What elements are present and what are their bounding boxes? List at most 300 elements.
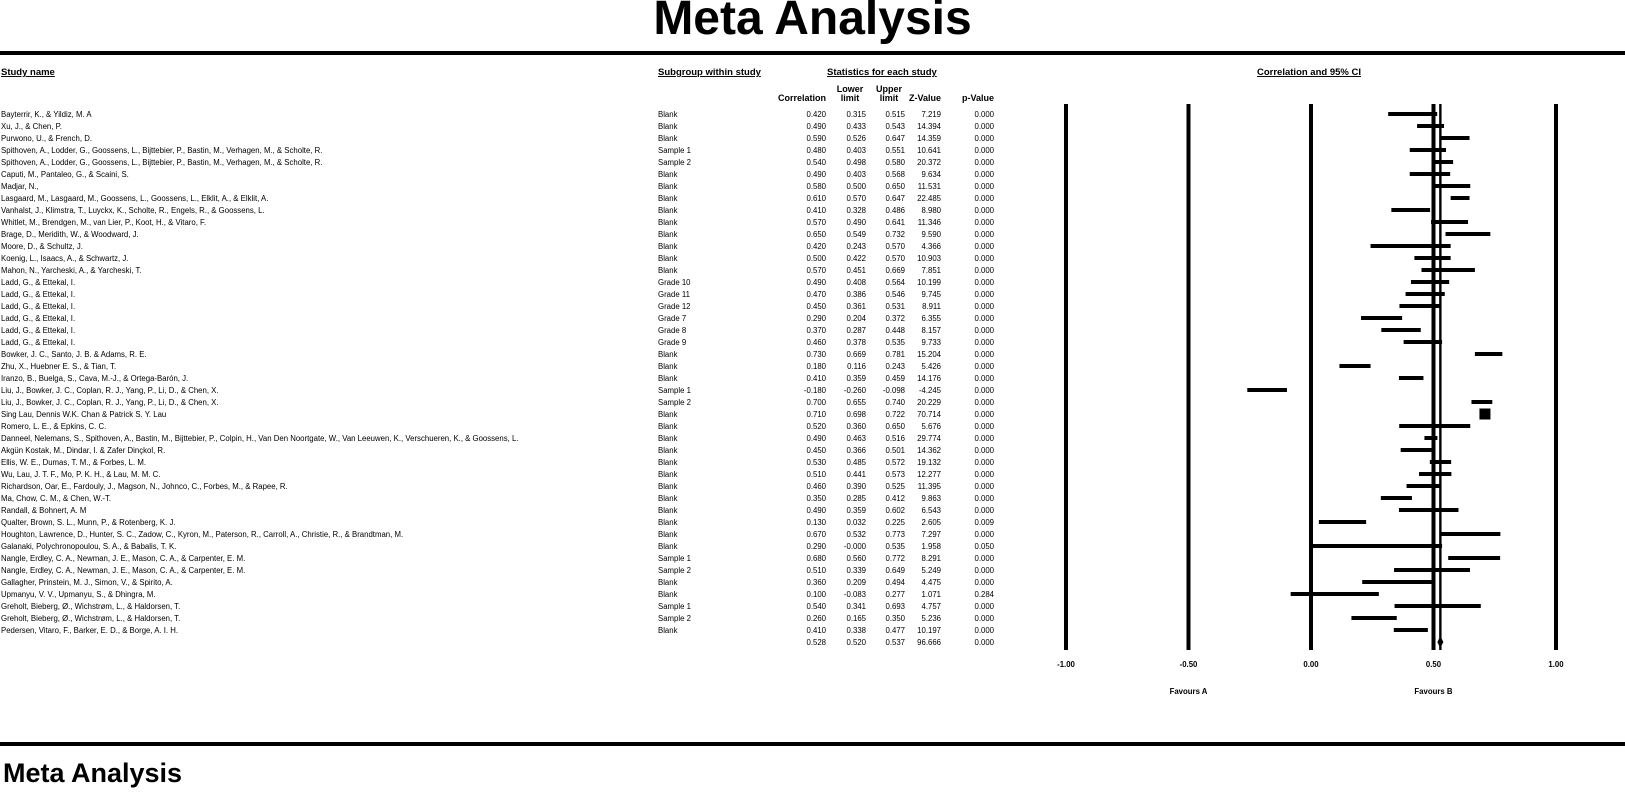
study-lower-limit: 0.328: [846, 205, 866, 215]
study-upper-limit: 0.494: [885, 577, 905, 587]
study-p-value: 0.000: [974, 601, 994, 611]
study-subgroup: Blank: [658, 133, 678, 143]
study-upper-limit: 0.243: [885, 361, 905, 371]
study-lower-limit: 0.360: [846, 421, 866, 431]
study-subgroup: Blank: [658, 421, 678, 431]
study-name: Purwono, U., & French, D.: [1, 133, 92, 143]
study-z-value: 9.863: [921, 493, 941, 503]
study-correlation: 0.420: [806, 109, 826, 119]
study-correlation: 0.410: [806, 373, 826, 383]
study-upper-limit: 0.551: [885, 145, 905, 155]
point-estimate: [1422, 340, 1426, 344]
study-p-value: 0.284: [974, 589, 994, 599]
study-subgroup: Blank: [658, 109, 678, 119]
study-correlation: 0.580: [806, 181, 826, 191]
study-lower-limit: 0.698: [846, 409, 866, 419]
study-name: Nangle, Erdley, C. A., Newman, J. E., Mason, C. A., & Carpenter, E. M.: [1, 565, 246, 575]
point-estimate: [1419, 304, 1423, 308]
study-p-value: 0.000: [974, 409, 994, 419]
study-p-value: 0.000: [974, 193, 994, 203]
study-name: Wu, Lau, J. T. F., Mo, P. K. H., & Lau, M. M. C.: [1, 469, 161, 479]
x-tick-label: -1.00: [1057, 660, 1075, 669]
study-p-value: 0.000: [974, 433, 994, 443]
point-estimate: [1449, 220, 1453, 224]
study-z-value: 14.362: [917, 445, 941, 455]
study-correlation: 0.410: [806, 625, 826, 635]
study-p-value: 0.000: [974, 325, 994, 335]
x-tick-label: 0.50: [1425, 660, 1442, 669]
study-z-value: 9.733: [921, 337, 941, 347]
study-name: Ladd, G., & Ettekal, I.: [1, 301, 76, 311]
study-z-value: 10.197: [917, 625, 941, 635]
point-estimate: [1427, 148, 1431, 152]
study-name: Qualter, Brown, S. L., Munn, P., & Rotenberg, K. J.: [1, 517, 176, 527]
study-p-value: 0.000: [974, 493, 994, 503]
study-correlation: 0.460: [806, 481, 826, 491]
page-title: Meta Analysis: [653, 0, 972, 45]
study-upper-limit: 0.580: [885, 157, 905, 167]
study-correlation: 0.490: [806, 121, 826, 131]
study-lower-limit: 0.560: [846, 553, 866, 563]
header-lower-2: limit: [840, 93, 860, 103]
study-name: Bowker, J. C., Santo, J. B. & Adams, R. E.: [1, 349, 147, 359]
point-estimate: [1373, 616, 1377, 620]
study-correlation: 0.490: [806, 169, 826, 179]
study-upper-limit: 0.722: [885, 409, 905, 419]
study-upper-limit: 0.543: [885, 121, 905, 131]
point-estimate: [1458, 196, 1462, 200]
study-z-value: 4.475: [921, 577, 941, 587]
study-upper-limit: 0.531: [885, 301, 905, 311]
study-subgroup: Blank: [658, 217, 678, 227]
study-upper-limit: 0.515: [885, 109, 905, 119]
study-subgroup: Blank: [658, 493, 678, 503]
study-name: Madjar, N.,: [1, 181, 39, 191]
study-correlation: 0.500: [806, 253, 826, 263]
point-estimate: [1479, 409, 1490, 420]
study-correlation: 0.470: [806, 289, 826, 299]
study-p-value: 0.000: [974, 481, 994, 491]
study-upper-limit: 0.225: [885, 517, 905, 527]
point-estimate: [1422, 484, 1426, 488]
study-name: Vanhalst, J., Klimstra, T., Luyckx, K., Scholte, R., Engels, R., & Goossens, L.: [1, 205, 265, 215]
study-upper-limit: 0.647: [885, 133, 905, 143]
study-p-value: 0.000: [974, 181, 994, 191]
study-p-value: 0.000: [974, 577, 994, 587]
study-upper-limit: 0.277: [885, 589, 905, 599]
study-lower-limit: 0.032: [846, 517, 866, 527]
study-name: Houghton, Lawrence, D., Hunter, S. C., Zadow, C., Kyron, M., Paterson, R., Carroll, A., Christie, R., & Brandtman, M.: [1, 529, 404, 539]
study-correlation: 0.130: [806, 517, 826, 527]
study-name: Romero, L. E., & Epkins, C. C.: [1, 421, 107, 431]
point-estimate: [1473, 532, 1477, 536]
study-z-value: 4.366: [921, 241, 941, 251]
study-lower-limit: 0.669: [846, 349, 866, 359]
study-subgroup: Blank: [658, 469, 678, 479]
study-correlation: 0.370: [806, 325, 826, 335]
study-p-value: 0.000: [974, 385, 994, 395]
study-correlation: 0.450: [806, 445, 826, 455]
study-correlation: 0.510: [806, 565, 826, 575]
point-estimate: [1419, 448, 1423, 452]
study-upper-limit: 0.516: [885, 433, 905, 443]
study-upper-limit: 0.486: [885, 205, 905, 215]
study-upper-limit: 0.732: [885, 229, 905, 239]
study-correlation: 0.540: [806, 601, 826, 611]
study-name: Ellis, W. E., Dumas, T. M., & Forbes, L. M.: [1, 457, 146, 467]
study-upper-limit: 0.535: [885, 337, 905, 347]
favours-left-label: Favours A: [1169, 687, 1208, 696]
study-name: Iranzo, B., Buelga, S., Cava, M.-J., & Ortega-Barón, J.: [1, 373, 189, 383]
summary-p-value: 0.000: [974, 637, 994, 647]
study-lower-limit: 0.549: [846, 229, 866, 239]
study-subgroup: Blank: [658, 265, 678, 275]
study-name: Greholt, Bieberg, Ø., Wichstrøm, L., & Haldorsen, T.: [1, 613, 181, 623]
study-subgroup: Blank: [658, 193, 678, 203]
study-p-value: 0.000: [974, 253, 994, 263]
study-upper-limit: -0.098: [882, 385, 905, 395]
point-estimate: [1476, 556, 1480, 560]
study-p-value: 0.050: [974, 541, 994, 551]
study-lower-limit: 0.433: [846, 121, 866, 131]
study-name: Akgün Kostak, M., Dindar, I. & Zafer Dinçkol, R.: [1, 445, 166, 455]
study-subgroup: Grade 8: [658, 325, 687, 335]
study-name: Sing Lau, Dennis W.K. Chan & Patrick S. Y. Lau: [1, 409, 167, 419]
study-p-value: 0.000: [974, 625, 994, 635]
study-p-value: 0.000: [974, 241, 994, 251]
study-subgroup: Blank: [658, 205, 678, 215]
study-p-value: 0.000: [974, 289, 994, 299]
study-upper-limit: 0.573: [885, 469, 905, 479]
study-correlation: -0.180: [803, 385, 826, 395]
study-name: Pedersen, Vitaro, F., Barker, E. D., & Borge, A. I. H.: [1, 625, 179, 635]
study-upper-limit: 0.525: [885, 481, 905, 491]
point-estimate: [1441, 160, 1445, 164]
study-z-value: 11.531: [917, 181, 941, 191]
study-lower-limit: 0.243: [846, 241, 866, 251]
study-correlation: 0.520: [806, 421, 826, 431]
study-name: Gallagher, Prinstein, M. J., Simon, V., & Spirito, A.: [1, 577, 173, 587]
study-lower-limit: 0.339: [846, 565, 866, 575]
header-lower-1: Lower: [836, 84, 864, 94]
study-lower-limit: 0.403: [846, 169, 866, 179]
study-upper-limit: 0.649: [885, 565, 905, 575]
study-p-value: 0.000: [974, 457, 994, 467]
study-upper-limit: 0.477: [885, 625, 905, 635]
study-z-value: 5.249: [921, 565, 941, 575]
study-lower-limit: -0.083: [843, 589, 866, 599]
study-subgroup: Sample 1: [658, 553, 691, 563]
point-estimate: [1397, 580, 1401, 584]
study-correlation: 0.730: [806, 349, 826, 359]
study-lower-limit: 0.451: [846, 265, 866, 275]
study-upper-limit: 0.448: [885, 325, 905, 335]
study-p-value: 0.000: [974, 349, 994, 359]
study-p-value: 0.000: [974, 169, 994, 179]
study-p-value: 0.000: [974, 133, 994, 143]
study-p-value: 0.000: [974, 469, 994, 479]
point-estimate: [1265, 388, 1269, 392]
study-correlation: 0.350: [806, 493, 826, 503]
study-lower-limit: 0.655: [846, 397, 866, 407]
study-name: Randall, & Bohnert, A. M: [1, 505, 87, 515]
study-z-value: 9.590: [921, 229, 941, 239]
study-z-value: 22.485: [917, 193, 941, 203]
study-lower-limit: 0.287: [846, 325, 866, 335]
study-subgroup: Sample 2: [658, 157, 691, 167]
summary-z-value: 96.666: [917, 637, 941, 647]
study-upper-limit: 0.693: [885, 601, 905, 611]
study-name: Ladd, G., & Ettekal, I.: [1, 313, 76, 323]
study-subgroup: Blank: [658, 445, 678, 455]
study-subgroup: Blank: [658, 589, 678, 599]
study-upper-limit: 0.572: [885, 457, 905, 467]
study-z-value: 7.851: [921, 265, 941, 275]
study-correlation: 0.480: [806, 145, 826, 155]
point-estimate: [1441, 604, 1445, 608]
point-estimate: [1334, 592, 1338, 596]
study-subgroup: Blank: [658, 241, 678, 251]
study-name: Caputi, M., Pantaleo, G., & Scaini, S.: [1, 169, 129, 179]
study-name: Spithoven, A., Lodder, G., Goossens, L., Bijttebier, P., Bastin, M., Verhagen, M., & Scholte, R.: [1, 157, 323, 167]
study-z-value: 15.204: [917, 349, 941, 359]
study-z-value: 11.395: [917, 481, 941, 491]
bottom-divider: [0, 742, 1625, 746]
study-correlation: 0.410: [806, 205, 826, 215]
study-p-value: 0.000: [974, 217, 994, 227]
header-upper-1: Upper: [875, 84, 903, 94]
study-p-value: 0.000: [974, 613, 994, 623]
study-p-value: 0.000: [974, 445, 994, 455]
study-lower-limit: 0.359: [846, 373, 866, 383]
study-subgroup: Grade 11: [658, 289, 690, 299]
favours-right-label: Favours B: [1414, 687, 1453, 696]
study-lower-limit: 0.403: [846, 145, 866, 155]
study-correlation: 0.570: [806, 217, 826, 227]
study-z-value: 6.543: [921, 505, 941, 515]
study-subgroup: Blank: [658, 361, 678, 371]
study-p-value: 0.000: [974, 505, 994, 515]
study-upper-limit: 0.570: [885, 253, 905, 263]
study-subgroup: Sample 2: [658, 565, 691, 575]
study-lower-limit: 0.341: [846, 601, 866, 611]
study-lower-limit: 0.463: [846, 433, 866, 443]
study-subgroup: Blank: [658, 481, 678, 491]
study-z-value: 10.641: [917, 145, 941, 155]
study-upper-limit: 0.773: [885, 529, 905, 539]
study-upper-limit: 0.546: [885, 289, 905, 299]
study-z-value: 2.605: [921, 517, 941, 527]
study-name: Zhu, X., Huebner E. S., & Tian, T.: [1, 361, 117, 371]
study-correlation: 0.260: [806, 613, 826, 623]
study-lower-limit: 0.490: [846, 217, 866, 227]
study-lower-limit: 0.485: [846, 457, 866, 467]
study-correlation: 0.290: [806, 541, 826, 551]
study-correlation: 0.650: [806, 229, 826, 239]
study-upper-limit: 0.570: [885, 241, 905, 251]
study-subgroup: Blank: [658, 457, 678, 467]
study-upper-limit: 0.650: [885, 181, 905, 191]
header-z-value: Z-Value: [908, 93, 941, 103]
point-estimate: [1395, 496, 1399, 500]
study-p-value: 0.000: [974, 313, 994, 323]
study-upper-limit: 0.740: [885, 397, 905, 407]
header-p-value: p-Value: [961, 93, 994, 103]
study-p-value: 0.000: [974, 145, 994, 155]
study-correlation: 0.540: [806, 157, 826, 167]
point-estimate: [1341, 520, 1345, 524]
study-name: Danneel, Nelemans, S., Spithoven, A., Bastin, M., Bijttebier, P., Colpin, H., Van Den Noortgate, W., Van Leeuwen, K., Verschueren, K., & Goossens, L.: [1, 433, 519, 443]
study-z-value: 5.236: [921, 613, 941, 623]
study-subgroup: Blank: [658, 229, 678, 239]
study-name: Koenig, L., Isaacs, A., & Schwartz, J.: [1, 253, 129, 263]
point-estimate: [1481, 400, 1485, 404]
study-correlation: 0.180: [806, 361, 826, 371]
summary-upper-limit: 0.537: [885, 637, 905, 647]
study-name: Bayterrir, K., & Yildiz, M. A: [1, 109, 92, 119]
study-subgroup: Sample 1: [658, 385, 691, 395]
study-lower-limit: 0.441: [846, 469, 866, 479]
point-estimate: [1409, 376, 1413, 380]
study-upper-limit: 0.535: [885, 541, 905, 551]
study-name: Ladd, G., & Ettekal, I.: [1, 277, 76, 287]
study-subgroup: Blank: [658, 181, 678, 191]
study-z-value: 14.176: [917, 373, 941, 383]
point-estimate: [1412, 112, 1416, 116]
study-correlation: 0.490: [806, 505, 826, 515]
study-z-value: 10.199: [917, 277, 941, 287]
study-subgroup: Blank: [658, 169, 678, 179]
study-z-value: 19.132: [917, 457, 941, 467]
study-z-value: 14.394: [917, 121, 941, 131]
study-name: Spithoven, A., Lodder, G., Goossens, L., Bijttebier, P., Bastin, M., Verhagen, M., & Scholte, R.: [1, 145, 323, 155]
study-upper-limit: 0.647: [885, 193, 905, 203]
study-z-value: 1.958: [921, 541, 941, 551]
study-z-value: 8.980: [921, 205, 941, 215]
study-lower-limit: 0.315: [846, 109, 866, 119]
study-correlation: 0.510: [806, 469, 826, 479]
study-name: Ladd, G., & Ettekal, I.: [1, 337, 76, 347]
study-subgroup: Blank: [658, 517, 678, 527]
point-estimate: [1468, 232, 1472, 236]
study-name: Lasgaard, M., Lasgaard, M., Goossens, L., Goossens, L., Elklit, A., & Elklit, A.: [1, 193, 269, 203]
study-lower-limit: 0.204: [846, 313, 866, 323]
point-estimate: [1380, 544, 1384, 548]
header-study-name: Study name: [1, 67, 55, 78]
study-p-value: 0.000: [974, 205, 994, 215]
study-z-value: 11.346: [917, 217, 941, 227]
study-name: Upmanyu, V. V., Upmanyu, S., & Dhingra, M.: [1, 589, 156, 599]
study-lower-limit: 0.285: [846, 493, 866, 503]
study-correlation: 0.450: [806, 301, 826, 311]
study-subgroup: Blank: [658, 253, 678, 263]
footer-title: Meta Analysis: [3, 758, 183, 788]
x-tick-label: -0.50: [1179, 660, 1198, 669]
study-p-value: 0.000: [974, 337, 994, 347]
study-z-value: 29.774: [917, 433, 941, 443]
study-subgroup: Sample 2: [658, 613, 691, 623]
study-correlation: 0.100: [806, 589, 826, 599]
study-upper-limit: 0.350: [885, 613, 905, 623]
study-upper-limit: 0.568: [885, 169, 905, 179]
study-correlation: 0.590: [806, 133, 826, 143]
study-z-value: 6.355: [921, 313, 941, 323]
study-p-value: 0.000: [974, 277, 994, 287]
study-correlation: 0.490: [806, 433, 826, 443]
study-name: Ladd, G., & Ettekal, I.: [1, 289, 76, 299]
study-z-value: 9.745: [921, 289, 941, 299]
study-upper-limit: 0.564: [885, 277, 905, 287]
point-estimate: [1488, 352, 1492, 356]
study-correlation: 0.670: [806, 529, 826, 539]
study-z-value: 14.359: [917, 133, 941, 143]
study-z-value: 9.634: [921, 169, 941, 179]
header-upper-2: limit: [879, 93, 899, 103]
study-z-value: 7.219: [921, 109, 941, 119]
study-lower-limit: 0.359: [846, 505, 866, 515]
study-lower-limit: 0.570: [846, 193, 866, 203]
study-p-value: 0.000: [974, 109, 994, 119]
study-lower-limit: 0.422: [846, 253, 866, 263]
study-name: Xu, J., & Chen, P.: [1, 121, 62, 131]
study-lower-limit: 0.209: [846, 577, 866, 587]
study-upper-limit: 0.412: [885, 493, 905, 503]
point-estimate: [1451, 184, 1455, 188]
point-estimate: [1454, 136, 1458, 140]
study-lower-limit: 0.408: [846, 277, 866, 287]
study-lower-limit: 0.338: [846, 625, 866, 635]
study-p-value: 0.000: [974, 361, 994, 371]
study-lower-limit: 0.378: [846, 337, 866, 347]
point-estimate: [1424, 292, 1428, 296]
study-z-value: 7.297: [921, 529, 941, 539]
study-subgroup: Sample 1: [658, 601, 691, 611]
study-name: Mahon, N., Yarcheski, A., & Yarcheski, T.: [1, 265, 142, 275]
study-z-value: 5.676: [921, 421, 941, 431]
study-lower-limit: 0.386: [846, 289, 866, 299]
study-correlation: 0.420: [806, 241, 826, 251]
point-estimate: [1412, 244, 1416, 248]
study-name: Ladd, G., & Ettekal, I.: [1, 325, 76, 335]
study-z-value: 4.757: [921, 601, 941, 611]
point-estimate: [1380, 316, 1384, 320]
study-subgroup: Blank: [658, 409, 678, 419]
study-correlation: 0.530: [806, 457, 826, 467]
study-p-value: 0.000: [974, 229, 994, 239]
study-name: Nangle, Erdley, C. A., Newman, J. E., Mason, C. A., & Carpenter, E. M.: [1, 553, 246, 563]
study-name: Ma, Chow, C. M., & Chen, W.-T.: [1, 493, 112, 503]
study-correlation: 0.570: [806, 265, 826, 275]
study-subgroup: Grade 9: [658, 337, 687, 347]
study-lower-limit: 0.116: [847, 361, 866, 371]
study-p-value: 0.000: [974, 397, 994, 407]
study-lower-limit: 0.526: [846, 133, 866, 143]
study-correlation: 0.700: [806, 397, 826, 407]
study-subgroup: Blank: [658, 529, 678, 539]
study-correlation: 0.360: [806, 577, 826, 587]
study-subgroup: Blank: [658, 505, 678, 515]
header-plot-group: Correlation and 95% CI: [1257, 67, 1361, 78]
study-p-value: 0.000: [974, 157, 994, 167]
study-subgroup: Blank: [658, 577, 678, 587]
study-upper-limit: 0.372: [885, 313, 905, 323]
study-z-value: 20.229: [917, 397, 941, 407]
study-lower-limit: 0.532: [846, 529, 866, 539]
study-correlation: 0.680: [806, 553, 826, 563]
study-name: Moore, D., & Schultz, J.: [1, 241, 83, 251]
study-lower-limit: 0.390: [846, 481, 866, 491]
study-upper-limit: 0.772: [885, 553, 905, 563]
